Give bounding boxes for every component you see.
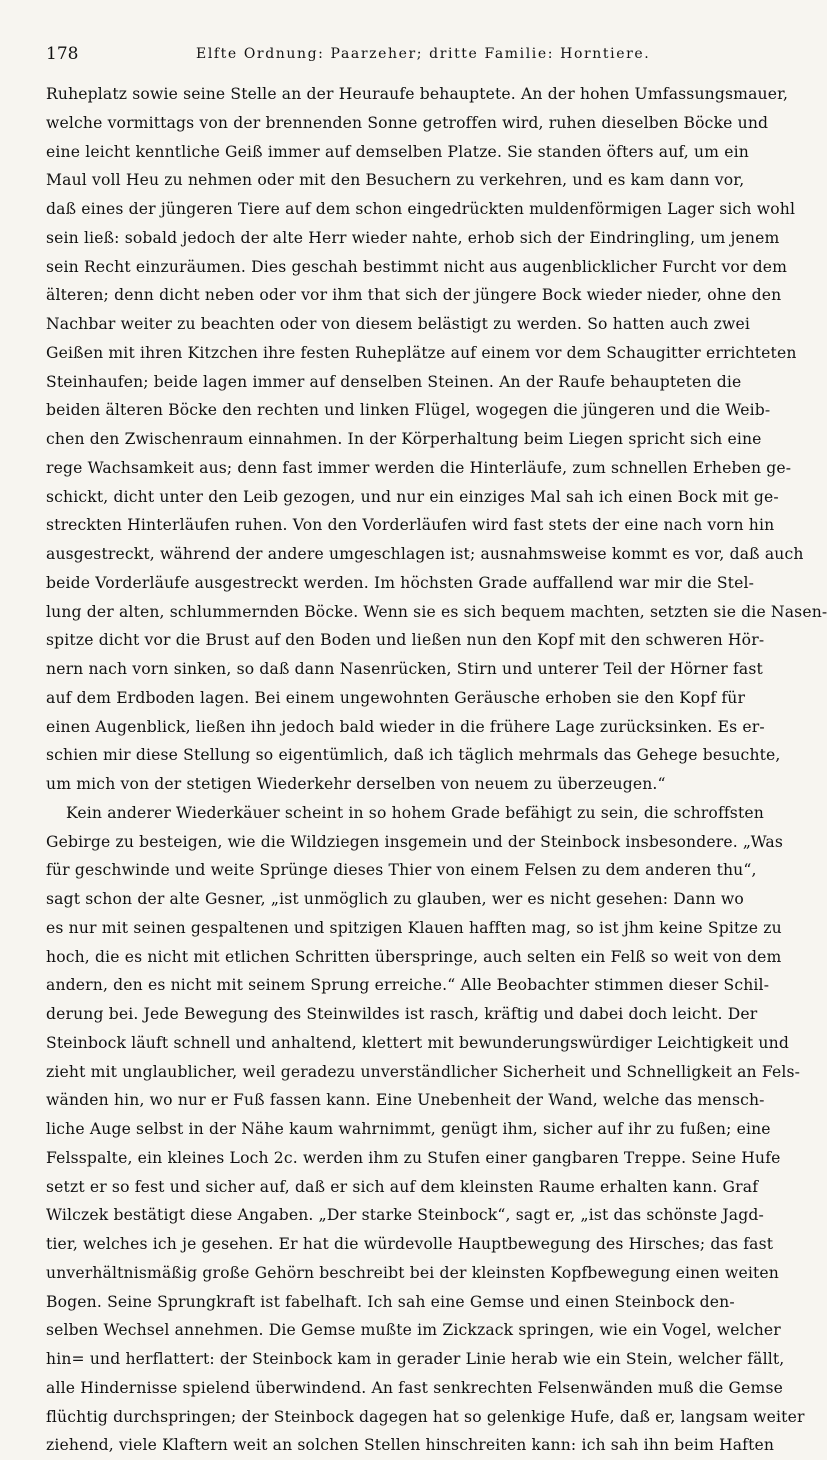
text-line: Nachbar weiter zu beachten oder von diesem belästigt zu werden. So hatten auch zwei [46,315,751,333]
text-line: Gebirge zu besteigen, wie die Wildziegen insgemein und der Steinbock insbesondere. „Was [46,832,784,851]
running-head: Elfte Ordnung: Paarzeher; dritte Familie: Horntiere. [196,46,651,62]
page-number: 178 [46,44,79,64]
text-line: welche vormittags von der brennenden Sonne getroffen wird, ruhen dieselben Böcke und [46,113,769,132]
page-header [46,38,733,72]
text-line: selben Wechsel annehmen. Die Gemse mußte im Zickzack springen, wie ein Vogel, welcher [46,1321,781,1340]
text-line: Geißen mit ihren Kitzchen ihre festen Ruheplätze auf einem vor dem Schaugitter errichteten [46,343,797,362]
text-line: auf dem Erdboden lagen. Bei einem ungewohnten Geräusche erhoben sie den Kopf für [46,688,746,707]
text-line: hoch, die es nicht mit etlichen Schritten überspringe, auch selten ein Felß so weit von dem [46,947,782,966]
text-line: es nur mit seinen gespaltenen und spitzigen Klauen hafften mag, so ist jhm keine Spitze zu [46,918,782,937]
text-line: Steinhaufen; beide lagen immer auf denselben Steinen. An der Raufe behaupteten die [46,372,742,391]
text-line: spitze dicht vor die Brust auf den Boden und ließen nun den Kopf mit den schweren Hör- [46,631,765,650]
text-line: Bogen. Seine Sprungkraft ist fabelhaft. Ich sah eine Gemse und einen Steinbock den- [46,1292,735,1311]
text-line: rege Wachsamkeit aus; denn fast immer werden die Hinterläufe, zum schnellen Erheben ge- [46,458,792,477]
text-line: Wilczek bestätigt diese Angaben. „Der starke Steinbock“, sagt er, „ist das schönste Jagd- [46,1206,764,1225]
text-line: zieht mit unglaublicher, weil geradezu unverständlicher Sicherheit und Schnelligkeit an Fels- [46,1062,801,1081]
text-line: liche Auge selbst in der Nähe kaum wahrnimmt, genügt ihm, sicher auf ihr zu fußen; eine [46,1120,771,1138]
text-line: wänden hin, wo nur er Fuß fassen kann. Eine Unebenheit der Wand, welche das mensch- [46,1091,765,1110]
text-line: unverhältnismäßig große Gehörn beschreibt bei der kleinsten Kopfbewegung einen weiten [46,1263,779,1282]
text-line: alle Hindernisse spielend überwindend. An fast senkrechten Felsenwänden muß die Gemse [46,1378,783,1397]
text-line: einen Augenblick, ließen ihn jedoch bald wieder in die frühere Lage zurücksinken. Es er- [46,717,765,736]
text-line: daß eines der jüngeren Tiere auf dem schon eingedrückten muldenförmigen Lager sich wohl [46,200,796,218]
text-line: chen den Zwischenraum einnahmen. In der Körperhaltung beim Liegen spricht sich eine [46,430,762,448]
text-line: um mich von der stetigen Wiederkehr derselben von neuem zu überzeugen.“ [46,775,666,793]
text-line: ziehend, viele Klaftern weit an solchen Stellen hinschreiten kann: ich sah ihn beim Haften [46,1436,775,1455]
text-line: Kein anderer Wiederkäuer scheint in so hohem Grade befähigt zu sein, die schroffsten [66,803,764,822]
text-line: sein ließ: sobald jedoch der alte Herr wieder nahte, erhob sich der Eindringling, um jenem [46,228,780,247]
text-line: nern nach vorn sinken, so daß dann Nasenrücken, Stirn und unterer Teil der Hörner fast [46,660,763,678]
text-line: setzt er so fest und sicher auf, daß er sich auf dem kleinsten Raume erhalten kann. Graf [46,1177,759,1196]
text-line: beiden älteren Böcke den rechten und linken Flügel, wogegen die jüngeren und die Weib- [46,401,771,420]
text-line: schickt, dicht unter den Leib gezogen, und nur ein einziges Mal sah ich einen Bock mit ge- [46,487,779,506]
text-line: lung der alten, schlummernden Böcke. Wenn sie es sich bequem machten, setzten sie die Nasen- [46,602,827,621]
text-line: derung bei. Jede Bewegung des Steinwildes ist rasch, kräftig und dabei doch leicht. Der [46,1005,758,1023]
text-line: Ruheplatz sowie seine Stelle an der Heuraufe behauptete. An der hohen Umfassungsmauer, [46,85,789,103]
body-text [46,80,827,1460]
text-line: sein Recht einzuräumen. Dies geschah bestimmt nicht aus augenblicklicher Furcht vor dem [46,257,788,276]
text-line: Maul voll Heu zu nehmen oder mit den Besuchern zu verkehren, und es kam dann vor, [46,171,745,190]
text-line: ausgestreckt, während der andere umgeschlagen ist; ausnahmsweise kommt es vor, daß auch [46,545,804,563]
text-line: schien mir diese Stellung so eigentümlich, daß ich täglich mehrmals das Gehege besuchte, [46,746,781,765]
text-line: streckten Hinterläufen ruhen. Von den Vorderläufen wird fast stets der eine nach vorn hin [46,516,775,535]
text-line: tier, welches ich je gesehen. Er hat die würdevolle Hauptbewegung des Hirsches; das fast [46,1235,774,1253]
text-line: hin= und herflattert: der Steinbock kam in gerader Linie herab wie ein Stein, welcher fällt, [46,1350,785,1368]
text-line: Steinbock läuft schnell und anhaltend, klettert mit bewunderungswürdiger Leichtigkeit und [46,1033,789,1052]
text-line: beide Vorderläufe ausgestreckt werden. Im höchsten Grade auffallend war mir die Stel- [46,573,755,592]
text-line: für geschwinde und weite Sprünge dieses Thier von einem Felsen zu dem anderen thu“, [46,861,757,880]
text-line: sagt schon der alte Gesner, „ist unmöglich zu glauben, wer es nicht gesehen: Dann wo [46,890,744,908]
text-line: eine leicht kenntliche Geiß immer auf demselben Platze. Sie standen öfters auf, um ein [46,142,749,161]
text-line: andern, den es nicht mit seinem Sprung erreiche.“ Alle Beobachter stimmen dieser Schil- [46,976,770,995]
text-line: älteren; denn dicht neben oder vor ihm that sich der jüngere Bock wieder nieder, ohne den [46,286,782,305]
text-line: Felsspalte, ein kleines Loch 2c. werden ihm zu Stufen einer gangbaren Treppe. Seine Hufe [46,1148,781,1167]
text-line: flüchtig durchspringen; der Steinbock dagegen hat so gelenkige Hufe, daß er, langsam weiter [46,1407,805,1426]
